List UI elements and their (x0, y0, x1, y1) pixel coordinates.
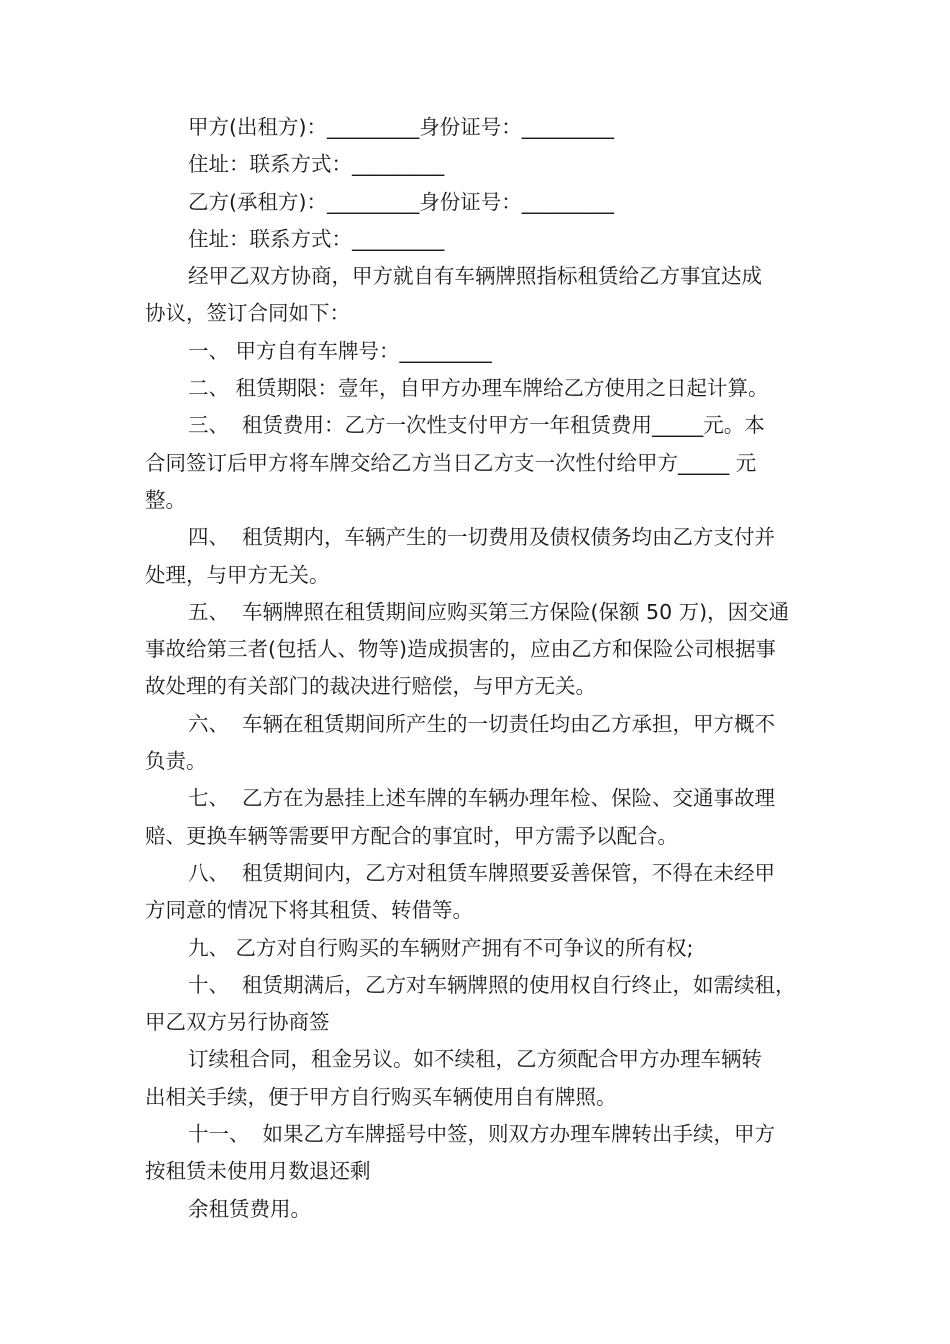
text-line: 二、 租赁期限：壹年，自甲方办理车牌给乙方使用之日起计算。 (188, 376, 769, 401)
text-line: 八、 租赁期间内，乙方对租赁车牌照要妥善保管，不得在未经甲 (188, 860, 776, 885)
text-line: 三、 租赁费用：乙方一次性支付甲方一年租赁费用_____元。本 (188, 413, 765, 438)
text-line: 住址：联系方式：_________ (188, 152, 445, 177)
text-line: 整。 (145, 487, 186, 512)
text-line: 方同意的情况下将其租赁、转借等。 (145, 898, 473, 923)
text-line: 十、 租赁期满后，乙方对车辆牌照的使用权自行终止，如需续租， (188, 972, 796, 997)
text-line: 余租赁费用。 (188, 1196, 311, 1221)
text-line: 五、 车辆牌照在租赁期间应购买第三方保险(保额 50 万)，因交通 (188, 599, 790, 624)
text-line: 十一、 如果乙方车牌摇号中签，则双方办理车牌转出手续，甲方 (188, 1122, 776, 1147)
text-line: 按租赁未使用月数退还剩 (145, 1159, 371, 1184)
text-line: 订续租合同，租金另议。如不续租，乙方须配合甲方办理车辆转 (188, 1047, 762, 1072)
text-line: 处理，与甲方无关。 (145, 562, 330, 587)
text-line: 七、 乙方在为悬挂上述车牌的车辆办理年检、保险、交通事故理 (188, 786, 776, 811)
contract-body (145, 109, 815, 1228)
text-line: 事故给第三者(包括人、物等)造成损害的，应由乙方和保险公司根据事 (145, 637, 776, 662)
text-line: 乙方(承租方)：_________身份证号：_________ (188, 189, 614, 214)
text-line: 经甲乙双方协商，甲方就自有车辆牌照指标租赁给乙方事宜达成 (188, 264, 762, 289)
text-line: 赔、更换车辆等需要甲方配合的事宜时，甲方需予以配合。 (145, 823, 678, 848)
text-line: 故处理的有关部门的裁决进行赔偿，与甲方无关。 (145, 674, 596, 699)
text-line: 负责。 (145, 749, 207, 774)
text-line: 四、 租赁期内，车辆产生的一切费用及债权债务均由乙方支付并 (188, 525, 776, 550)
text-line: 九、 乙方对自行购买的车辆财产拥有不可争议的所有权; (188, 935, 694, 960)
text-line: 甲乙双方另行协商签 (145, 1010, 330, 1035)
text-line: 住址：联系方式：_________ (188, 226, 445, 251)
text-line: 六、 车辆在租赁期间所产生的一切责任均由乙方承担，甲方概不 (188, 711, 776, 736)
text-line: 出相关手续，便于甲方自行购买车辆使用自有牌照。 (145, 1084, 617, 1109)
text-line: 一、 甲方自有车牌号：_________ (188, 338, 492, 363)
text-line: 协议，签订合同如下： (145, 301, 350, 326)
text-line: 合同签订后甲方将车牌交给乙方当日乙方支一次性付给甲方_____ 元 (145, 450, 757, 475)
text-line: 甲方(出租方)：_________身份证号：_________ (188, 115, 614, 139)
